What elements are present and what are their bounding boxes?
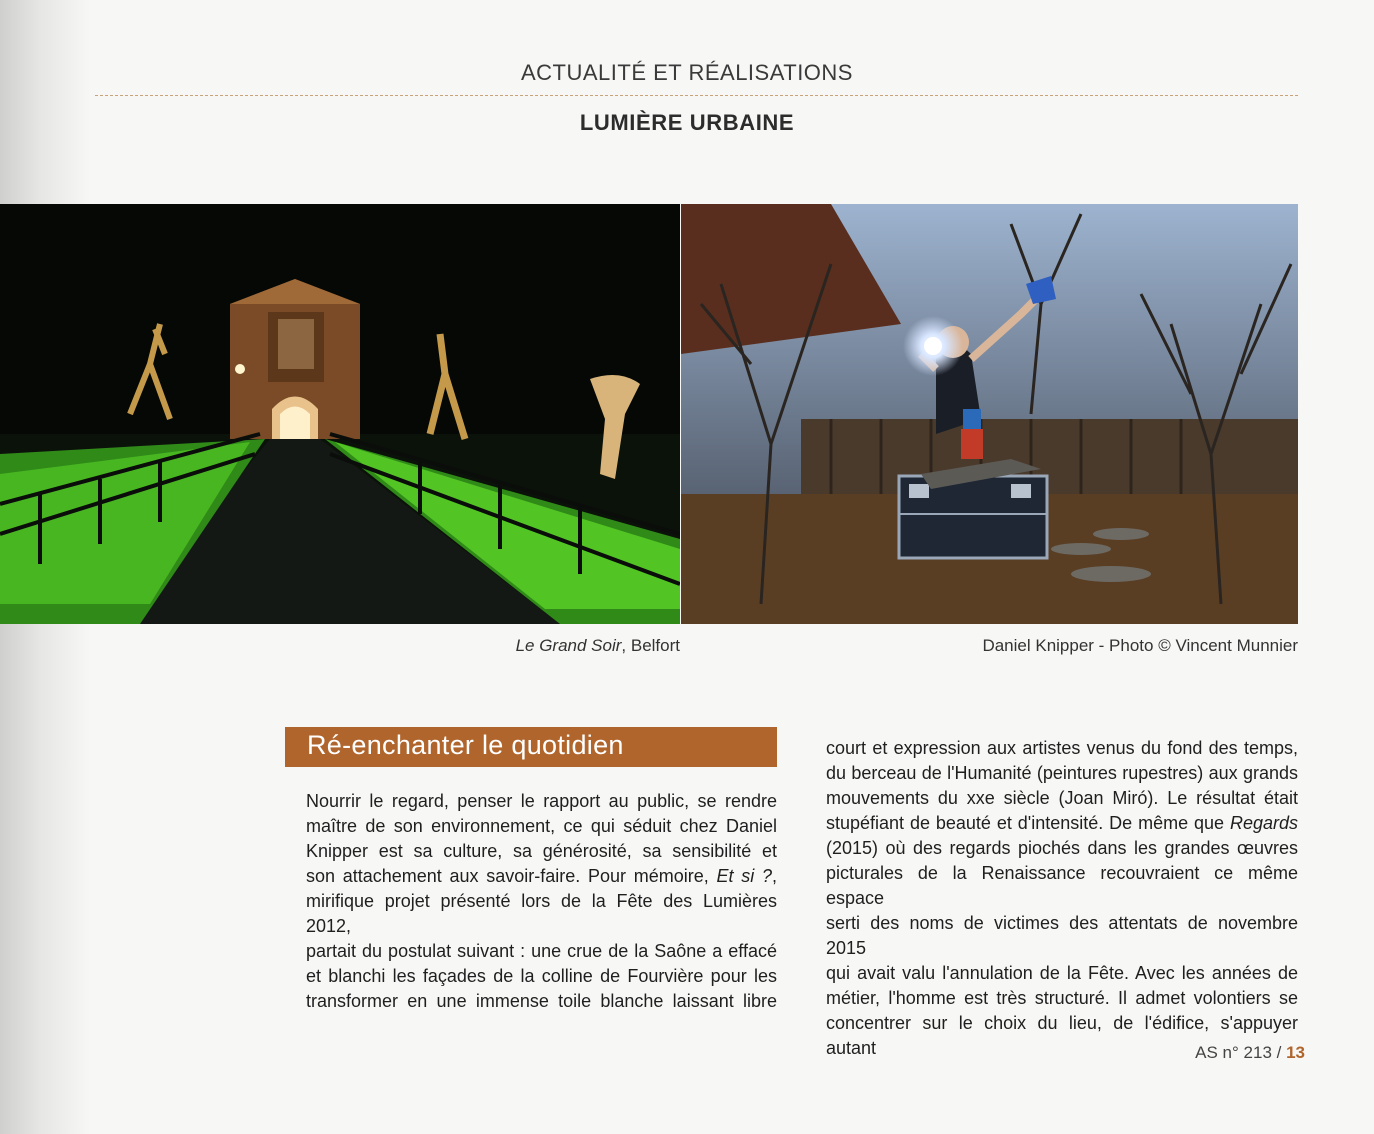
text-line: maître de son environnement, ce qui séduit chez Daniel <box>306 816 777 836</box>
page-footer <box>1100 1043 1305 1063</box>
text-line: concentrer sur le choix du lieu, de l'édifice, s'appuyer autant <box>826 1013 1298 1058</box>
page-number: 13 <box>1286 1043 1305 1062</box>
photo-grand-soir-belfort <box>0 204 680 624</box>
text-line: court et expression aux artistes venus du fond des temps, <box>826 738 1298 758</box>
text-line: métier, l'homme est très structuré. Il admet volontiers se <box>826 988 1298 1008</box>
caption-right: Daniel Knipper - Photo © Vincent Munnier <box>982 636 1298 655</box>
issue-number: AS n° 213 / <box>1195 1043 1287 1062</box>
caption-left <box>400 636 680 656</box>
text-line: Knipper est sa culture, sa générosité, sa sensibilité et <box>306 841 777 861</box>
section-header: ACTUALITÉ ET RÉALISATIONS <box>521 60 853 85</box>
text-line: serti des noms de victimes des attentats de novembre 2015 <box>826 913 1298 958</box>
text-line-part: son attachement aux savoir-faire. Pour mémoire, <box>306 866 717 886</box>
text-line: du berceau de l'Humanité (peintures rupestres) aux grands <box>826 763 1298 783</box>
text-line-part: , <box>771 866 777 886</box>
text-line: mouvements du xxe siècle (Joan Miró). Le résultat était <box>826 788 1298 808</box>
caption-left-title: Le Grand Soir <box>515 636 622 655</box>
header-divider <box>95 95 1298 96</box>
text-line: (2015) où des regards piochés dans les grandes œuvres <box>826 838 1298 858</box>
section-subtitle: LUMIÈRE URBAINE <box>579 110 795 135</box>
text-line <box>826 811 1298 836</box>
article-column-left <box>306 789 777 1014</box>
article-heading-bar <box>285 727 777 767</box>
photo-daniel-knipper <box>681 204 1298 624</box>
text-line: mirifique projet présenté lors de la Fête des Lumières 2012, <box>306 891 777 936</box>
article-column-right <box>826 736 1298 1061</box>
text-line: Nourrir le regard, penser le rapport au public, se rendre <box>306 791 777 811</box>
text-line: transformer en une immense toile blanche laissant libre <box>306 991 777 1011</box>
text-line <box>306 864 777 889</box>
article-heading: Ré-enchanter le quotidien <box>307 730 624 760</box>
project-title-regards: Regards <box>1229 813 1298 833</box>
text-line: et blanchi les façades de la colline de Fourvière pour les <box>306 966 777 986</box>
text-line: qui avait valu l'annulation de la Fête. Avec les années de <box>826 963 1298 983</box>
caption-left-location: , Belfort <box>621 636 680 655</box>
text-line: partait du postulat suivant : une crue de la Saône a effacé <box>306 941 777 961</box>
text-line-part: stupéfiant de beauté et d'intensité. De même que <box>826 813 1230 833</box>
project-title-et-si: Et si ? <box>716 866 772 886</box>
text-line: picturales de la Renaissance recouvraient ce même espace <box>826 863 1298 908</box>
